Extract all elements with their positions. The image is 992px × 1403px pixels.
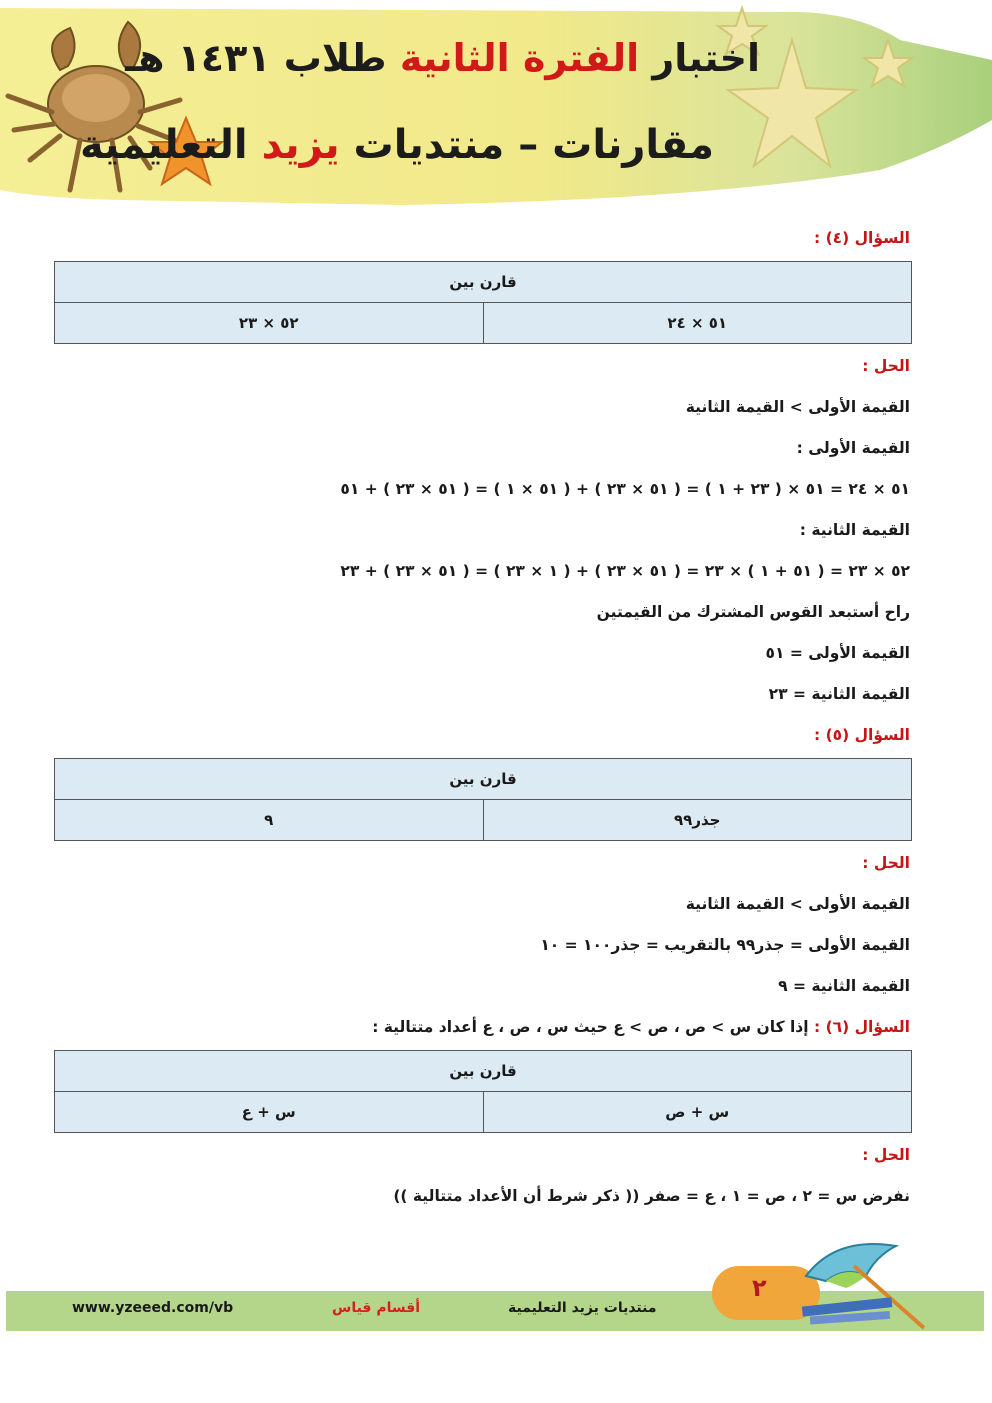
solution-line: القيمة الأولى = جذر٩٩ بالتقريب = جذر١٠٠ = ١٠ [540,936,910,954]
table-row [55,800,911,840]
table-cell-first-value: جذر٩٩ [483,800,912,840]
table-cell-second-value: ٩ [264,811,274,829]
solution-line: القيمة الثانية = ٩ [778,977,910,995]
footer-url-link[interactable]: www.yzeeed.com/vb [72,1300,234,1316]
table-row [55,303,911,343]
table-cell-first-value: ٥١ × ٢٤ [483,303,912,343]
question-6-label: السؤال (٦) : إذا كان س > ص ، ص > ع حيث س ، ص ، ع أعداد متتالية : [372,1018,910,1036]
table-cell-first-value: س + ص [483,1092,912,1132]
table-row [55,1092,911,1132]
question-6-text: إذا كان س > ص ، ص > ع حيث س ، ص ، ع أعداد متتالية : [372,1018,809,1036]
footer-forum-name: منتديات يزيد التعليمية [508,1300,657,1316]
solution-line: ٥٢ × ٢٣ = ( ٥١ + ١ ) × ٢٣ = ( ٥١ × ٢٣ ) + ( ١ × ٢٣ ) = ( ٥١ × ٢٣ ) + ٢٣ [340,562,910,580]
solution-line: نفرض س = ٢ ، ص = ١ ، ع = صفر (( ذكر شرط أن الأعداد متتالية )) [393,1187,910,1205]
banner-artwork [0,0,992,210]
table-header: قارن بين [55,759,911,800]
solution-line: القيمة الأولى > القيمة الثانية [685,398,910,416]
table-header: قارن بين [55,1051,911,1092]
table-header: قارن بين [55,262,911,303]
beach-umbrella-icon [796,1236,936,1336]
solution-line: القيمة الأولى > القيمة الثانية [685,895,910,913]
question-5-label: السؤال (٥) : [813,726,910,744]
page-title-line2: مقارنات – منتديات يزيد التعليمية [79,122,714,168]
solution-line: القيمة الثانية : [799,521,910,539]
header-banner [0,0,992,210]
footer-sections-link[interactable]: أقسام قياس [332,1300,421,1316]
table-cell-second-value: س + ع [241,1103,296,1121]
solution-label: الحل : [862,357,910,375]
solution-line: القيمة الثانية = ٢٣ [768,685,910,703]
question-5-table [54,758,912,841]
solution-line: القيمة الأولى : [796,439,910,457]
solution-line: القيمة الأولى = ٥١ [765,644,910,662]
solution-line: ٥١ × ٢٤ = ٥١ × ( ٢٣ + ١ ) = ( ٥١ × ٢٣ ) + ( ٥١ × ١ ) = ( ٥١ × ٢٣ ) + ٥١ [340,480,910,498]
question-4-label: السؤال (٤) : [813,229,910,247]
solution-label: الحل : [862,1146,910,1164]
document-body [60,218,912,1217]
table-cell-second-value: ٥٢ × ٢٣ [238,314,299,332]
page-number: ٢ [752,1274,767,1302]
solution-label: الحل : [862,854,910,872]
solution-line: راح أستبعد القوس المشترك من القيمتين [596,603,910,621]
question-6-table [54,1050,912,1133]
question-4-table [54,261,912,344]
page-title-line1: اختبار الفترة الثانية طلاب ١٤٣١ هـ [125,36,760,80]
